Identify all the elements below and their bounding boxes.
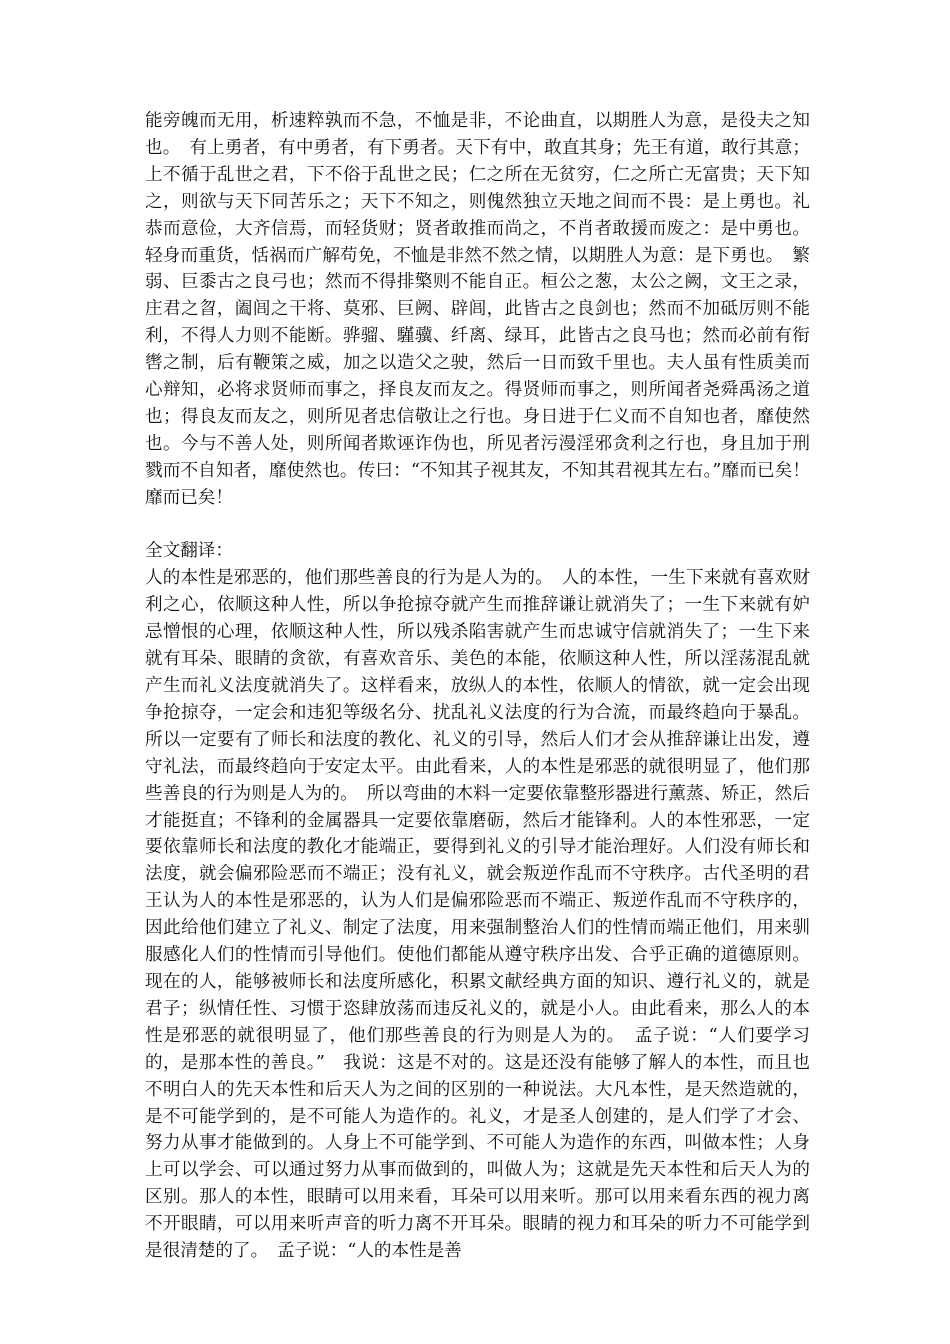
paragraph-gap <box>145 512 810 539</box>
original-text-paragraph: 能旁魄而无用，析速粹孰而不急，不恤是非，不论曲直，以期胜人为意，是役夫之知也。 有上勇者，有中勇者，有下勇者。天下有中，敢直其身；先王有道，敢行其意；上不循于乱世之君，下不俗于乱世之民；仁之所在无贫穷，仁之所亡无富贵；天下知之，则欲与天下同苦乐之；天下不知之，则傀然独立天地之间而不畏：是上勇也。礼恭而意俭，大齐信焉，而轻货财；贤者敢推而尚之，不肖者敢援而废之：是中勇也。轻身而重货，恬祸而广解苟免，不恤是非然不然之情，以期胜人为意：是下勇也。 繁弱、巨黍古之良弓也；然而不得排檠则不能自正。桓公之葱，太公之阙，文王之录，庄君之曶，阖闾之干将、莫邪、巨阙、辟闾，此皆古之良剑也；然而不加砥厉则不能利，不得人力则不能断。骅骝、騹骥、纤离、绿耳，此皆古之良马也；然而必前有衔辔之制，后有鞭策之威，加之以造父之驶，然后一日而致千里也。夫人虽有性质美而心辩知，必将求贤师而事之，择良友而友之。得贤师而事之，则所闻者尧舜禹汤之道也；得良友而友之，则所见者忠信敬让之行也。身日进于仁义而不自知也者，靡使然也。今与不善人处，则所闻者欺诬诈伪也，所见者污漫淫邪贪利之行也，身且加于刑戮而不自知者，靡使然也。传曰：“不知其子视其友，不知其君视其左右。”靡而已矣！靡而已矣！ <box>145 111 810 508</box>
document-page <box>145 108 810 1265</box>
translation-heading: 全文翻译： <box>145 541 233 562</box>
translation-text-paragraph: 人的本性是邪恶的，他们那些善良的行为是人为的。 人的本性，一生下来就有喜欢财利之心，依顺这种人性，所以争抢掠夺就产生而推辞谦让就消失了；一生下来就有妒忌憎恨的心理，依顺这种人性，所以残杀陷害就产生而忠诚守信就消失了；一生下来就有耳朵、眼睛的贪欲，有喜欢音乐、美色的本能，依顺这种人性，所以淫荡混乱就产生而礼义法度就消失了。这样看来，放纵人的本性，依顺人的情欲，就一定会出现争抢掠夺，一定会和违犯等级名分、扰乱礼义法度的行为合流，而最终趋向于暴乱。所以一定要有了师长和法度的教化、礼义的引导，然后人们才会从推辞谦让出发，遵守礼法，而最终趋向于安定太平。由此看来，人的本性是邪恶的就很明显了，他们那些善良的行为则是人为的。 所以弯曲的木料一定要依靠整形器进行薰蒸、矫正，然后才能挺直；不锋利的金属器具一定要依靠磨砺，然后才能锋利。人的本性邪恶，一定要依靠师长和法度的教化才能端正，要得到礼义的引导才能治理好。人们没有师长和法度，就会偏邪险恶而不端正；没有礼义，就会叛逆作乱而不守秩序。古代圣明的君王认为人的本性是邪恶的，认为人们是偏邪险恶而不端正、叛逆作乱而不守秩序的，因此给他们建立了礼义、制定了法度，用来强制整治人们的性情而端正他们，用来驯服感化人们的性情而引导他们。使他们都能从遵守秩序出发、合乎正确的道德原则。现在的人，能够被师长和法度所感化，积累文献经典方面的知识、遵行礼义的，就是君子；纵情任性、习惯于恣肆放荡而违反礼义的，就是小人。由此看来，那么人的本性是邪恶的就很明显了，他们那些善良的行为则是人为的。 孟子说：“人们要学习的，是那本性的善良。” 我说：这是不对的。这是还没有能够了解人的本性，而且也不明白人的先天本性和后天人为之间的区别的一种说法。大凡本性，是天然造就的，是不可能学到的，是不可能人为造作的。礼义，才是圣人创建的，是人们学了才会、努力从事才能做到的。人身上不可能学到、不可能人为造作的东西，叫做本性；人身上可以学会、可以通过努力从事而做到的，叫做人为；这就是先天本性和后天人为的区别。那人的本性，眼睛可以用来看，耳朵可以用来听。那可以用来看东西的视力离不开眼睛，可以用来听声音的听力离不开耳朵。眼睛的视力和耳朵的听力不可能学到是很清楚的了。 孟子说：“人的本性是善 <box>145 568 810 1262</box>
